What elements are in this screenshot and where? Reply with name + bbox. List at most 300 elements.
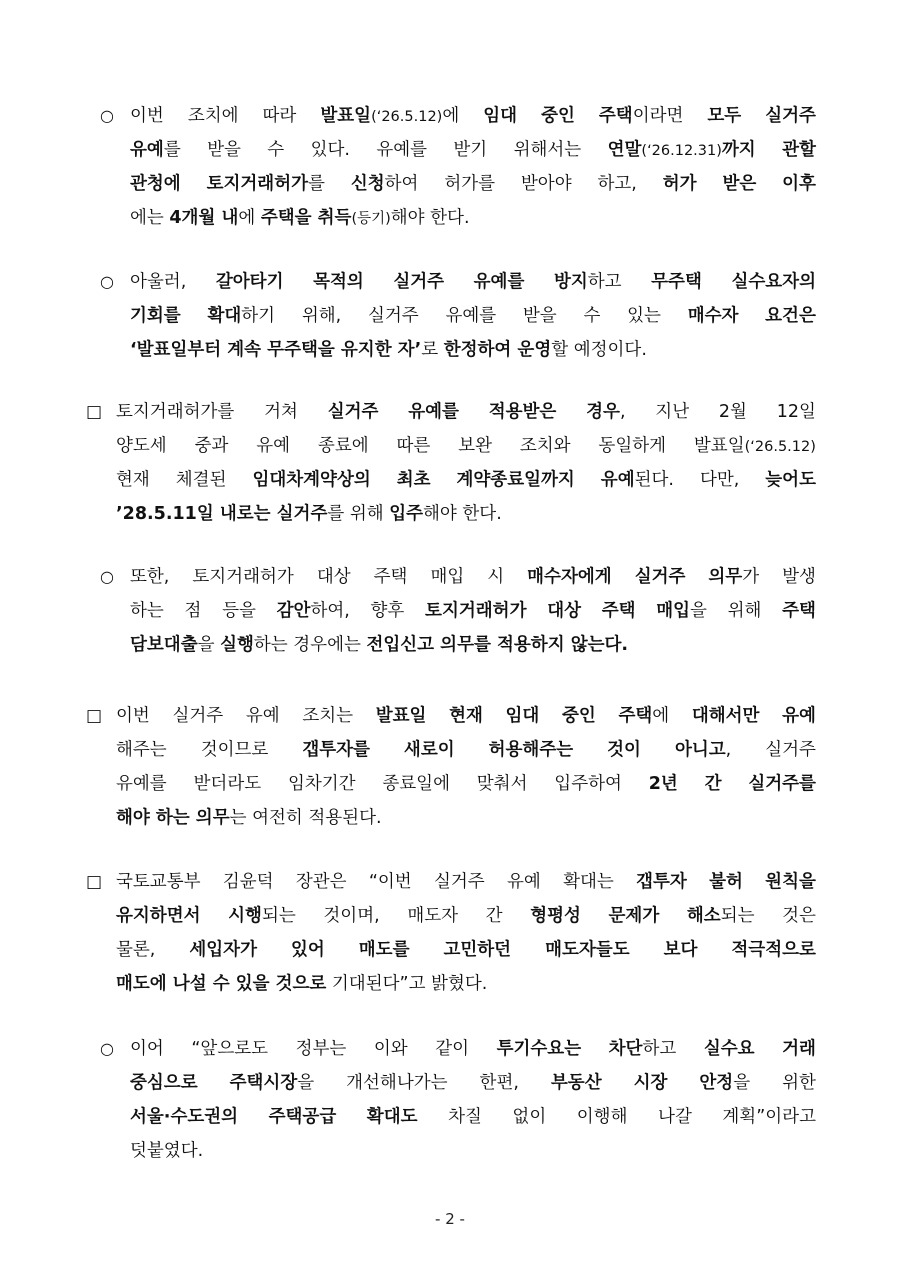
bold-text: 서울·수도권의 xyxy=(130,1107,239,1127)
bold-text: 매입 xyxy=(656,601,691,621)
line-body xyxy=(130,102,816,127)
bold-text: 고민하던 xyxy=(443,940,512,960)
text-segment: 현재 xyxy=(116,470,150,490)
text-segment: 김윤덕 xyxy=(222,872,274,892)
word xyxy=(256,432,290,457)
line-body xyxy=(116,398,816,423)
text-segment: 받기 xyxy=(453,140,488,160)
bold-text: 차단 xyxy=(608,1039,643,1059)
word xyxy=(598,432,666,457)
word xyxy=(318,432,369,457)
text-segment: (‘26.5.12) xyxy=(744,439,816,455)
word xyxy=(782,597,816,622)
bold-text: 기회를 xyxy=(130,306,181,326)
bold-text: 주택을 취득 xyxy=(260,208,352,228)
text-segment: 유예 xyxy=(245,706,280,726)
word xyxy=(598,170,637,195)
line-body xyxy=(116,432,816,457)
word xyxy=(577,1103,628,1128)
word xyxy=(435,1035,469,1060)
word xyxy=(302,702,353,727)
text-segment: 해주는 xyxy=(116,740,167,760)
text-segment: 토지거래허가를 xyxy=(116,402,235,422)
word xyxy=(486,902,503,927)
text-segment: 발생 xyxy=(782,567,816,587)
word xyxy=(288,770,356,795)
bold-text: 감안 xyxy=(276,601,311,621)
bold-text: 주택 xyxy=(598,106,633,126)
word xyxy=(434,868,485,893)
bold-text: 임대차계약상의 xyxy=(252,470,371,490)
word xyxy=(541,102,575,127)
text-segment: 이라면 xyxy=(632,106,684,126)
text-segment: 차질 xyxy=(448,1107,482,1127)
text-line xyxy=(100,302,816,336)
text-segment: 중과 xyxy=(194,436,229,456)
bold-text: 실거주를 xyxy=(748,774,816,794)
text-segment: 위해, xyxy=(301,306,342,326)
bold-text: 늦어도 xyxy=(765,470,816,490)
text-line xyxy=(86,500,816,534)
word xyxy=(777,398,816,423)
text-segment: 를 위해 xyxy=(327,504,390,524)
text-segment: 받을 xyxy=(522,306,557,326)
text-segment: 또한, xyxy=(130,567,170,587)
word xyxy=(367,1103,418,1128)
word xyxy=(351,170,419,195)
word xyxy=(246,702,280,727)
circle-bullet-icon: ○ xyxy=(100,567,114,586)
text-segment: 기대된다”고 밝혔다. xyxy=(326,974,488,994)
text-segment: 종료에 xyxy=(317,436,369,456)
word xyxy=(277,597,350,622)
bold-text: 대상 xyxy=(547,601,581,621)
word xyxy=(707,102,741,127)
bold-text: 간 xyxy=(704,774,722,794)
text-segment: 하여, xyxy=(310,601,350,621)
text-segment: 해야 한다. xyxy=(390,208,470,228)
word xyxy=(397,466,431,491)
word xyxy=(443,936,511,961)
text-segment: 하고, xyxy=(597,174,637,194)
line-body xyxy=(130,631,816,656)
square-bullet-icon: □ xyxy=(86,872,103,892)
bold-text: 요건은 xyxy=(765,306,816,326)
word xyxy=(116,770,167,795)
word xyxy=(731,268,816,293)
paragraph-2 xyxy=(100,268,816,370)
text-segment: 에 xyxy=(238,208,261,228)
word xyxy=(207,170,325,195)
bold-text: 유예를 xyxy=(473,272,525,292)
text-line xyxy=(86,902,816,936)
word xyxy=(317,563,351,588)
text-segment: 따라 xyxy=(262,106,297,126)
word xyxy=(554,268,622,293)
word xyxy=(609,1035,677,1060)
page-number: - 2 - xyxy=(435,1210,465,1228)
bold-text: 갈아타기 xyxy=(215,272,284,292)
text-segment: 나갈 xyxy=(658,1107,692,1127)
word xyxy=(765,302,816,327)
bold-text: 실수요 xyxy=(703,1039,755,1059)
text-line xyxy=(86,970,816,1004)
text-segment: 받아야 xyxy=(520,174,572,194)
line-body xyxy=(130,170,816,195)
bold-text: 매수자에게 xyxy=(527,567,612,587)
word xyxy=(527,563,612,588)
word xyxy=(782,136,816,161)
paragraph-7 xyxy=(100,1035,816,1171)
word xyxy=(688,302,739,327)
text-segment: 입주하여 xyxy=(554,774,622,794)
text-line xyxy=(100,136,816,170)
word xyxy=(694,432,816,457)
word xyxy=(453,136,487,161)
text-segment: 하고 xyxy=(642,1039,677,1059)
bold-text: 실거주 xyxy=(765,106,816,126)
text-line xyxy=(86,936,816,970)
bold-text: 세입자가 xyxy=(189,940,257,960)
line-body xyxy=(130,1137,816,1162)
bold-text: 주택 xyxy=(601,601,636,621)
word xyxy=(675,736,731,761)
text-segment: 동일하게 xyxy=(598,436,667,456)
word xyxy=(189,936,257,961)
word xyxy=(296,868,347,893)
word xyxy=(664,936,698,961)
word xyxy=(651,268,702,293)
bold-text: 문제가 xyxy=(608,906,660,926)
bold-text: 형평성 xyxy=(530,906,581,926)
word xyxy=(728,597,762,622)
text-segment: 하기 xyxy=(241,306,276,326)
circle-bullet-icon: ○ xyxy=(100,106,114,125)
word xyxy=(116,736,167,761)
text-segment: 위해 xyxy=(727,601,762,621)
text-segment: 는 여전히 적용된다. xyxy=(229,808,382,828)
bold-text: 보다 xyxy=(663,940,698,960)
word xyxy=(562,702,596,727)
word xyxy=(430,563,464,588)
text-segment: 을 xyxy=(297,1073,315,1093)
text-line xyxy=(86,804,816,838)
bold-text: 적용받은 xyxy=(488,402,557,422)
word xyxy=(116,398,234,423)
text-segment: 확대는 xyxy=(563,872,614,892)
word xyxy=(692,702,760,727)
text-segment: 하는 경우에는 xyxy=(253,635,367,655)
text-segment: 것은 xyxy=(782,906,816,926)
word xyxy=(586,398,625,423)
word xyxy=(130,1035,164,1060)
bold-text: 최초 xyxy=(396,470,431,490)
word xyxy=(130,563,169,588)
word xyxy=(601,466,674,491)
text-segment: 것이므로 xyxy=(200,740,269,760)
text-segment: 되는 xyxy=(261,906,296,926)
text-segment: 를 xyxy=(163,140,181,160)
bold-text: 주택공급 xyxy=(268,1107,337,1127)
word xyxy=(655,398,689,423)
bold-text: 관할 xyxy=(782,140,816,160)
text-segment: 계획”이라고 xyxy=(722,1107,816,1127)
text-segment: 하여 xyxy=(384,174,419,194)
text-segment: 가 xyxy=(742,567,760,587)
line-body xyxy=(116,936,816,961)
word xyxy=(346,1069,447,1094)
text-segment: 덧붙였다. xyxy=(130,1141,204,1161)
word xyxy=(523,302,557,327)
text-segment: 거쳐 xyxy=(264,402,298,422)
word xyxy=(748,770,816,795)
bold-text: 관청에 xyxy=(130,174,181,194)
bold-text: 유예 xyxy=(782,706,816,726)
text-segment: 점 xyxy=(184,601,202,621)
line-body xyxy=(116,466,816,491)
text-segment: 보완 xyxy=(458,436,492,456)
bold-text: 받은 xyxy=(722,174,757,194)
bold-text: 부동산 xyxy=(550,1073,602,1093)
word xyxy=(252,466,370,491)
line-body xyxy=(130,1103,816,1128)
text-segment: , xyxy=(619,402,626,422)
text-segment: 실거주 xyxy=(433,872,485,892)
paragraph-1 xyxy=(100,102,816,238)
word xyxy=(194,770,262,795)
line-body xyxy=(116,868,816,893)
word xyxy=(188,102,239,127)
word xyxy=(185,597,202,622)
text-segment: 향후 xyxy=(370,601,405,621)
text-line xyxy=(86,702,816,736)
word xyxy=(489,736,574,761)
bold-text: 있어 xyxy=(290,940,325,960)
bold-text: 주택 xyxy=(782,601,816,621)
word xyxy=(323,902,379,927)
bold-text: 담보대출 xyxy=(130,635,198,655)
bold-text: 신청 xyxy=(350,174,385,194)
bold-text: 임대 xyxy=(505,706,540,726)
word xyxy=(313,268,364,293)
line-body xyxy=(116,970,816,995)
bold-text: 유예 xyxy=(130,140,164,160)
word xyxy=(609,902,660,927)
text-segment: 로 xyxy=(421,340,444,360)
bold-text: 현재 xyxy=(449,706,483,726)
bold-text: 실거주 xyxy=(634,567,686,587)
word xyxy=(708,563,759,588)
word xyxy=(404,736,455,761)
bold-text: 중인 xyxy=(562,706,596,726)
text-segment: 종료일에 xyxy=(382,774,450,794)
bold-text: 매수자 xyxy=(687,306,739,326)
bold-text: 중심으로 xyxy=(130,1073,198,1093)
word xyxy=(765,466,816,491)
text-segment: 12일 xyxy=(776,402,816,422)
word xyxy=(407,902,458,927)
text-line xyxy=(86,736,816,770)
text-segment: 한편, xyxy=(479,1073,519,1093)
word xyxy=(291,936,325,961)
square-bullet-icon: □ xyxy=(86,706,103,726)
text-segment: 따른 xyxy=(396,436,431,456)
text-segment: 을 xyxy=(197,635,221,655)
word xyxy=(116,868,201,893)
bold-text: 시장 xyxy=(633,1073,668,1093)
word xyxy=(302,736,370,761)
line-body xyxy=(116,702,816,727)
text-segment: 조치에 xyxy=(187,106,239,126)
bold-text: ’28.5.11일 내로는 실거주 xyxy=(116,504,328,524)
word xyxy=(296,1035,347,1060)
word xyxy=(130,1103,238,1128)
bold-text: 허용해주는 xyxy=(488,740,574,760)
text-segment: 시 xyxy=(487,567,505,587)
word xyxy=(627,302,661,327)
bold-text: 임대 xyxy=(483,106,518,126)
line-body xyxy=(130,1035,816,1060)
word xyxy=(116,466,150,491)
word xyxy=(374,563,408,588)
word xyxy=(687,902,755,927)
text-segment: (등기) xyxy=(351,211,391,227)
bold-text: 무주택 xyxy=(651,272,702,292)
line-body xyxy=(116,902,816,927)
word xyxy=(176,466,227,491)
word xyxy=(554,770,622,795)
word xyxy=(599,102,684,127)
text-segment: 있다. xyxy=(310,140,350,160)
text-segment: 하고 xyxy=(587,272,622,292)
word xyxy=(583,302,600,327)
word xyxy=(782,563,816,588)
word xyxy=(782,902,816,927)
text-segment: 임차기간 xyxy=(287,774,356,794)
word xyxy=(449,702,483,727)
word xyxy=(223,868,274,893)
text-segment: 조치와 xyxy=(519,436,571,456)
bold-text: 원칙을 xyxy=(765,872,816,892)
bold-text: 전입신고 의무를 적용하지 않는다. xyxy=(366,635,629,655)
word xyxy=(130,170,181,195)
word xyxy=(514,136,582,161)
bold-text: 확대 xyxy=(207,306,242,326)
bold-text: 한정하여 운영 xyxy=(443,340,552,360)
word xyxy=(487,563,504,588)
word xyxy=(269,1103,337,1128)
word xyxy=(636,868,687,893)
word xyxy=(474,268,525,293)
line-body xyxy=(130,1069,816,1094)
text-line xyxy=(100,631,816,665)
bold-text: 까지 xyxy=(721,140,756,160)
text-segment: 해야 한다. xyxy=(423,504,502,524)
word xyxy=(506,702,540,727)
bold-text: 매도자들도 xyxy=(545,940,630,960)
text-segment: 유예를 xyxy=(445,306,497,326)
line-body xyxy=(116,804,816,829)
word xyxy=(663,170,697,195)
word xyxy=(782,1069,816,1094)
paragraph-3 xyxy=(86,398,816,534)
word xyxy=(207,302,275,327)
text-line xyxy=(100,268,816,302)
text-segment: 받더라도 xyxy=(193,774,262,794)
bold-text: 유지하면서 xyxy=(116,906,201,926)
word xyxy=(448,1103,482,1128)
text-segment: 에 xyxy=(652,706,670,726)
word xyxy=(765,102,816,127)
paragraph-4 xyxy=(100,563,816,665)
word xyxy=(216,268,284,293)
text-segment: 하는 xyxy=(130,601,164,621)
word xyxy=(371,597,405,622)
text-segment: 수 xyxy=(583,306,601,326)
word xyxy=(320,102,459,127)
bold-text: 4개월 내 xyxy=(169,208,239,228)
bold-text: 모두 xyxy=(707,106,742,126)
word xyxy=(658,1103,692,1128)
bold-text: 새로이 xyxy=(403,740,455,760)
text-segment: 물론, xyxy=(116,940,156,960)
text-segment: 장관은 xyxy=(295,872,347,892)
bold-text: 의무 xyxy=(708,567,743,587)
word xyxy=(201,736,269,761)
word xyxy=(376,702,427,727)
bold-text: 적극적으로 xyxy=(731,940,816,960)
text-segment: 체결된 xyxy=(175,470,227,490)
text-segment: 유예 xyxy=(256,436,291,456)
text-segment: 맞춰서 xyxy=(476,774,528,794)
word xyxy=(458,432,492,457)
text-segment: 아울러, xyxy=(130,272,187,292)
text-segment: 을 xyxy=(690,601,707,621)
text-segment: 위해서는 xyxy=(513,140,582,160)
text-segment: 국토교통부 xyxy=(116,872,201,892)
line-body xyxy=(130,136,816,161)
bold-text: 경우 xyxy=(586,402,620,422)
word xyxy=(656,597,707,622)
text-segment: 지난 xyxy=(655,402,690,422)
word xyxy=(263,102,297,127)
bold-text: 실거주 xyxy=(393,272,445,292)
text-segment: 유예 xyxy=(506,872,541,892)
word xyxy=(704,1035,755,1060)
word xyxy=(116,432,167,457)
word xyxy=(607,736,641,761)
bold-text: 발표일 xyxy=(375,706,427,726)
line-body xyxy=(130,597,816,622)
text-line xyxy=(100,1069,816,1103)
bold-text: 유예를 xyxy=(408,402,459,422)
word xyxy=(311,136,350,161)
word xyxy=(328,398,379,423)
word xyxy=(130,302,181,327)
bold-text: 거래 xyxy=(782,1039,816,1059)
text-line xyxy=(100,1137,816,1171)
word xyxy=(731,936,816,961)
word xyxy=(782,1035,816,1060)
word xyxy=(130,1069,198,1094)
word xyxy=(512,1103,546,1128)
word xyxy=(709,868,743,893)
bold-text: 확대도 xyxy=(366,1107,418,1127)
word xyxy=(699,1069,750,1094)
bold-text: 시행 xyxy=(228,906,262,926)
bold-text: 토지거래허가 xyxy=(425,601,527,621)
bold-text: 중인 xyxy=(541,106,575,126)
